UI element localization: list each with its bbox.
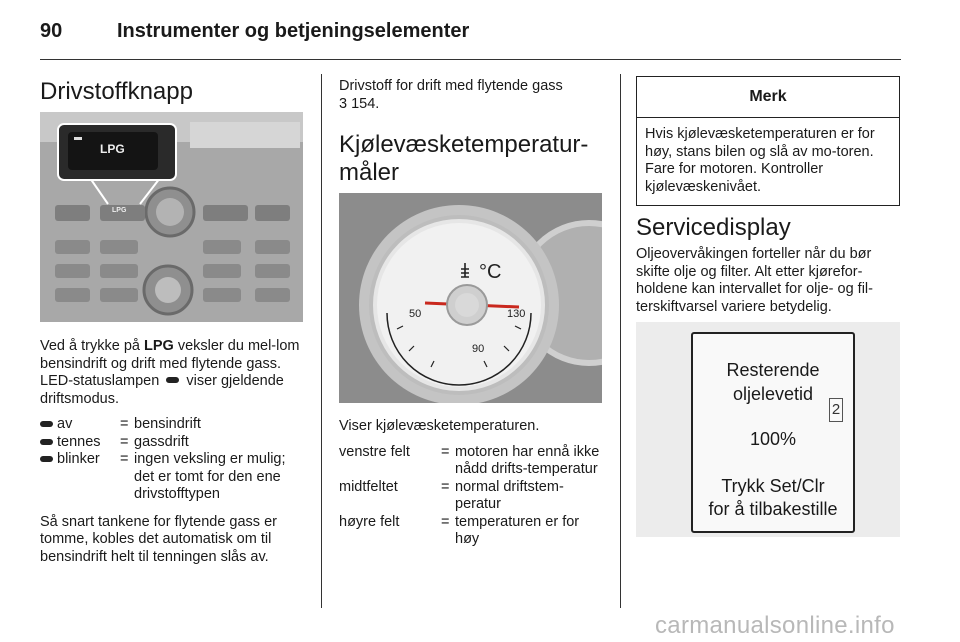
column-3-text xyxy=(636,214,904,316)
gauge-tick-low: 50 xyxy=(409,308,422,320)
auto-switch-paragraph: Så snart tankene for flytende gass er tomme, kobles det automatisk om til bensindrift helt til tenningen slås av. xyxy=(40,513,277,565)
lpg-label-small: LPG xyxy=(112,207,127,214)
gauge-unit: °C xyxy=(479,261,502,283)
watermark: carmanualsonline.info xyxy=(655,612,895,639)
center-console-illustration xyxy=(40,112,303,322)
section-heading-service-display: Servicedisplay xyxy=(636,214,791,241)
led-indicator-icon xyxy=(40,421,53,427)
service-display-screen xyxy=(691,332,855,533)
header-rule xyxy=(40,59,901,60)
service-display-photo xyxy=(636,322,900,537)
list-item: blinker = ingen veksling er mulig; det er tomt for den ene drivstofftypen xyxy=(40,451,308,504)
coolant-gauge-illustration xyxy=(339,193,602,403)
display-side-number: 2 xyxy=(829,398,843,422)
lpg-keyword: LPG xyxy=(143,338,174,354)
column-separator xyxy=(620,74,621,608)
column-2 xyxy=(339,78,604,187)
note-body: Hvis kjølevæsketemperaturen er for høy, stans bilen og slå av mo-toren. Fare for motoren. Kontroller kjølevæskenivået. xyxy=(645,126,875,195)
column-2-text xyxy=(339,418,607,549)
coolant-gauge-photo xyxy=(339,193,602,403)
note-box xyxy=(636,76,900,206)
gauge-caption: Viser kjølevæsketemperaturen. xyxy=(339,418,540,434)
section-heading-coolant-line1: Kjølevæsketemperatur- xyxy=(339,131,589,158)
lpg-reference-line2: 3 154. xyxy=(339,95,380,112)
fuel-button-paragraph: Ved å trykke på LPG veksler du mel-lom bensindrift og drift med flytende gass. LED-statuslampen viser gjeldende driftsmodus. xyxy=(40,338,300,407)
list-item: tennes = gassdrift xyxy=(40,434,308,452)
display-line-press: Trykk Set/Clr xyxy=(721,476,825,496)
page-header xyxy=(40,14,920,52)
display-oil-percent: 100% xyxy=(749,429,797,449)
page-number: 90 xyxy=(40,20,63,42)
lpg-button-photo xyxy=(40,112,303,322)
led-indicator-icon xyxy=(40,456,53,462)
display-line-oil-life: oljelevetid xyxy=(732,384,814,404)
lpg-reference-line1: Drivstoff for drift med flytende gass xyxy=(339,78,563,94)
list-item: høyre felt = temperaturen er for høy xyxy=(339,513,580,547)
display-line-reset: for å tilbakestille xyxy=(708,499,838,519)
gauge-field-list xyxy=(339,444,607,549)
led-indicator-icon xyxy=(166,377,179,383)
list-item: midtfeltet = normal driftstem-peratur xyxy=(339,478,564,512)
display-line-remaining: Resterende xyxy=(726,360,820,380)
list-item: av = bensindrift xyxy=(40,416,308,434)
note-title: Merk xyxy=(637,77,899,118)
section-heading-fuel-button: Drivstoffknapp xyxy=(40,78,193,105)
gauge-tick-mid: 90 xyxy=(472,343,485,355)
chapter-title: Instrumenter og betjeningselementer xyxy=(117,20,470,42)
section-heading-coolant-line2: måler xyxy=(339,159,400,186)
gauge-tick-high: 130 xyxy=(507,308,526,320)
lpg-label-large: LPG xyxy=(100,142,125,156)
column-1-text xyxy=(40,338,308,566)
column-separator xyxy=(321,74,322,608)
list-item: venstre felt = motoren har ennå ikke nådd drifts-temperatur xyxy=(339,443,600,477)
led-indicator-icon xyxy=(40,439,53,445)
led-status-list xyxy=(40,416,308,504)
column-1 xyxy=(40,78,305,106)
service-display-paragraph: Oljeovervåkingen forteller når du bør skifte olje og filter. Alt etter kjørefor-holdene kan intervallet for olje- og fil-terskiftvarsel variere betydelig. xyxy=(636,246,873,315)
